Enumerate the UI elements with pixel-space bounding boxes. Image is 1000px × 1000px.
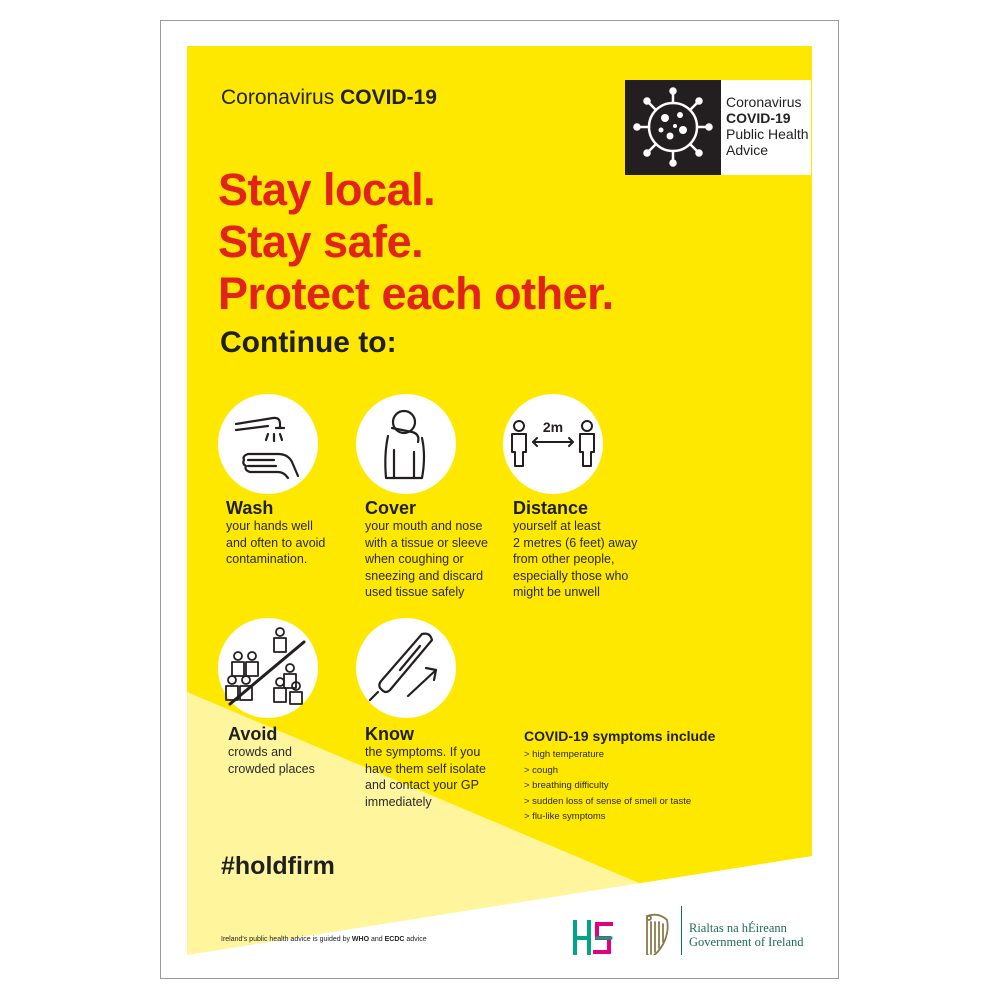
headline-line-1: Stay local. xyxy=(218,164,436,215)
cover-description: your mouth and nose with a tissue or sleeve when coughing or sneezing and discard used tissue safely xyxy=(365,519,488,599)
wash-title: Wash xyxy=(226,498,274,518)
avoid-description: crowds and crowded places xyxy=(228,745,315,776)
avoid-title: Avoid xyxy=(228,724,278,744)
headline xyxy=(218,164,614,320)
symptom-item: > cough xyxy=(524,764,559,776)
thermometer-icon xyxy=(356,618,456,718)
badge-line-3: Public Health xyxy=(726,126,809,142)
distance-title: Distance xyxy=(513,498,589,518)
harp-emblem-icon xyxy=(639,910,673,955)
know-description: the symptoms. If you have them self isolate and contact your GP immediately xyxy=(365,745,486,809)
badge-line-1: Coronavirus xyxy=(726,94,802,110)
badge-line-4: Advice xyxy=(726,142,769,158)
handwash-icon xyxy=(218,394,318,494)
hse-logo xyxy=(571,918,617,955)
hashtag: #holdfirm xyxy=(221,852,335,880)
distance-description: yourself at least 2 metres (6 feet) away from other people, especially those who might be unwell xyxy=(513,519,638,599)
distance-icon xyxy=(503,394,603,494)
symptom-item: > sudden loss of sense of smell or taste xyxy=(524,795,692,807)
headline-line-2: Stay safe. xyxy=(218,216,424,267)
coronavirus-icon xyxy=(625,80,721,175)
footnote: Ireland's public health advice is guided by WHO and ECDC advice xyxy=(221,936,427,943)
cough-into-elbow-icon xyxy=(356,394,456,494)
gov-line-2: Government of Ireland xyxy=(689,935,804,949)
symptom-item: > flu-like symptoms xyxy=(524,811,606,822)
headline-line-3: Protect each other. xyxy=(218,268,614,319)
public-health-badge xyxy=(625,80,811,175)
poster xyxy=(187,46,812,955)
wash-description: your hands well and often to avoid contamination. xyxy=(226,519,326,566)
gov-divider xyxy=(681,906,682,955)
government-of-ireland-logo xyxy=(689,921,804,949)
poster-top-title: Coronavirus COVID-19 xyxy=(221,86,437,109)
avoid-crowds-icon xyxy=(218,618,318,718)
badge-line-2: COVID-19 xyxy=(726,110,791,126)
symptom-item: > high temperature xyxy=(524,749,605,760)
symptoms-list xyxy=(524,747,691,825)
symptoms-title: COVID-19 symptoms include xyxy=(524,728,716,744)
distance-label: 2m xyxy=(542,419,564,435)
continue-heading: Continue to: xyxy=(220,326,397,359)
know-title: Know xyxy=(365,724,414,744)
gov-line-1: Rialtas na hÉireann xyxy=(689,921,787,935)
cover-title: Cover xyxy=(365,498,417,518)
symptom-item: > breathing difficulty xyxy=(524,780,609,791)
